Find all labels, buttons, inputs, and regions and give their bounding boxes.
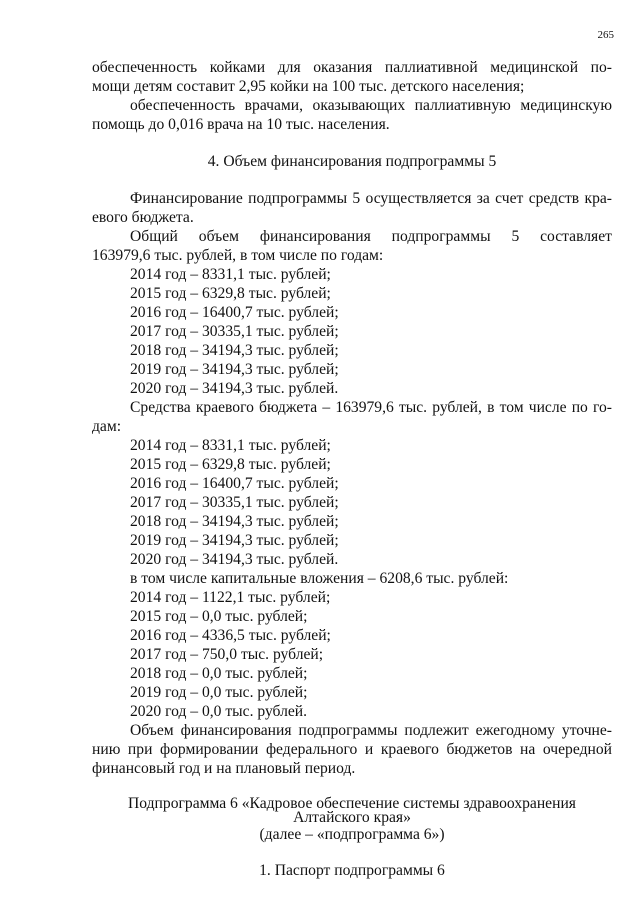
passport-heading: 1. Паспорт подпрограммы 6	[259, 862, 445, 879]
capital-year-item: 2019 год – 0,0 тыс. рублей;	[130, 684, 308, 701]
clarification-line-3: финансовый год и на плановый период.	[92, 760, 356, 777]
regional-budget-line-2: дам:	[92, 418, 122, 435]
total-financing-line-2: 163979,6 тыс. рублей, в том числе по годам:	[92, 247, 384, 264]
total-year-item: 2015 год – 6329,8 тыс. рублей;	[130, 285, 331, 302]
total-word: Общий	[130, 228, 178, 245]
total-year-item: 2019 год – 34194,3 тыс. рублей;	[130, 361, 339, 378]
total-year-item: 2017 год – 30335,1 тыс. рублей;	[130, 323, 339, 340]
clarification-line-1: Объем финансирования подпрограммы подлежит ежегодному уточне-	[130, 722, 612, 739]
regional-year-item: 2018 год – 34194,3 тыс. рублей;	[130, 513, 339, 530]
page-number: 265	[597, 29, 614, 41]
financing-source-line-1: Финансирование подпрограммы 5 осуществляется за счет средств кра-	[130, 190, 612, 207]
doctor-provision-line-2: помощь до 0,016 врача на 10 тыс. населения.	[92, 116, 390, 133]
bed-provision-line-1: обеспеченность койками для оказания паллиативной медицинской по-	[92, 59, 612, 76]
total-year-item: 2016 год – 16400,7 тыс. рублей;	[130, 304, 339, 321]
capital-year-item: 2016 год – 4336,5 тыс. рублей;	[130, 627, 331, 644]
total-year-item: 2014 год – 8331,1 тыс. рублей;	[130, 266, 331, 283]
doctor-provision-line-1: обеспеченность врачами, оказывающих паллиативную медицинскую	[130, 97, 612, 114]
regional-budget-line-1: Средства краевого бюджета – 163979,6 тыс. рублей, в том числе по го-	[130, 399, 612, 416]
total-word: составляет	[540, 228, 612, 245]
total-financing-line-1	[130, 227, 612, 246]
capital-year-item: 2017 год – 750,0 тыс. рублей;	[130, 646, 324, 663]
subprogram-6-title-line-1: Подпрограмма 6 «Кадровое обеспечение системы здравоохранения	[128, 795, 576, 812]
total-word: финансирования	[259, 228, 371, 245]
bed-provision-line-2: мощи детям составит 2,95 койки на 100 тыс. детского населения;	[92, 78, 525, 95]
capital-year-item: 2014 год – 1122,1 тыс. рублей;	[130, 589, 331, 606]
regional-year-item: 2014 год – 8331,1 тыс. рублей;	[130, 437, 331, 454]
regional-year-item: 2017 год – 30335,1 тыс. рублей;	[130, 494, 339, 511]
subprogram-6-title-line-2: Алтайского края»	[293, 809, 411, 826]
capital-year-item: 2015 год – 0,0 тыс. рублей;	[130, 608, 308, 625]
total-word: 5	[511, 228, 520, 245]
clarification-line-2: нию при формировании федерального и краевого бюджетов на очередной	[92, 741, 612, 758]
total-year-item: 2020 год – 34194,3 тыс. рублей.	[130, 380, 339, 397]
section-4-heading: 4. Объем финансирования подпрограммы 5	[207, 153, 497, 170]
capital-investment-intro: в том числе капитальные вложения – 6208,6 тыс. рублей:	[130, 570, 509, 587]
financing-source-line-2: евого бюджета.	[92, 209, 194, 226]
subprogram-6-title-line-3: (далее – «подпрограмма 6»)	[259, 826, 445, 843]
regional-year-item: 2019 год – 34194,3 тыс. рублей;	[130, 532, 339, 549]
total-year-item: 2018 год – 34194,3 тыс. рублей;	[130, 342, 339, 359]
regional-year-item: 2020 год – 34194,3 тыс. рублей.	[130, 551, 339, 568]
capital-year-item: 2018 год – 0,0 тыс. рублей;	[130, 665, 308, 682]
regional-year-item: 2015 год – 6329,8 тыс. рублей;	[130, 456, 331, 473]
regional-year-item: 2016 год – 16400,7 тыс. рублей;	[130, 475, 339, 492]
total-word: объем	[198, 228, 239, 245]
capital-year-item: 2020 год – 0,0 тыс. рублей.	[130, 703, 308, 720]
total-word: подпрограммы	[391, 228, 491, 245]
